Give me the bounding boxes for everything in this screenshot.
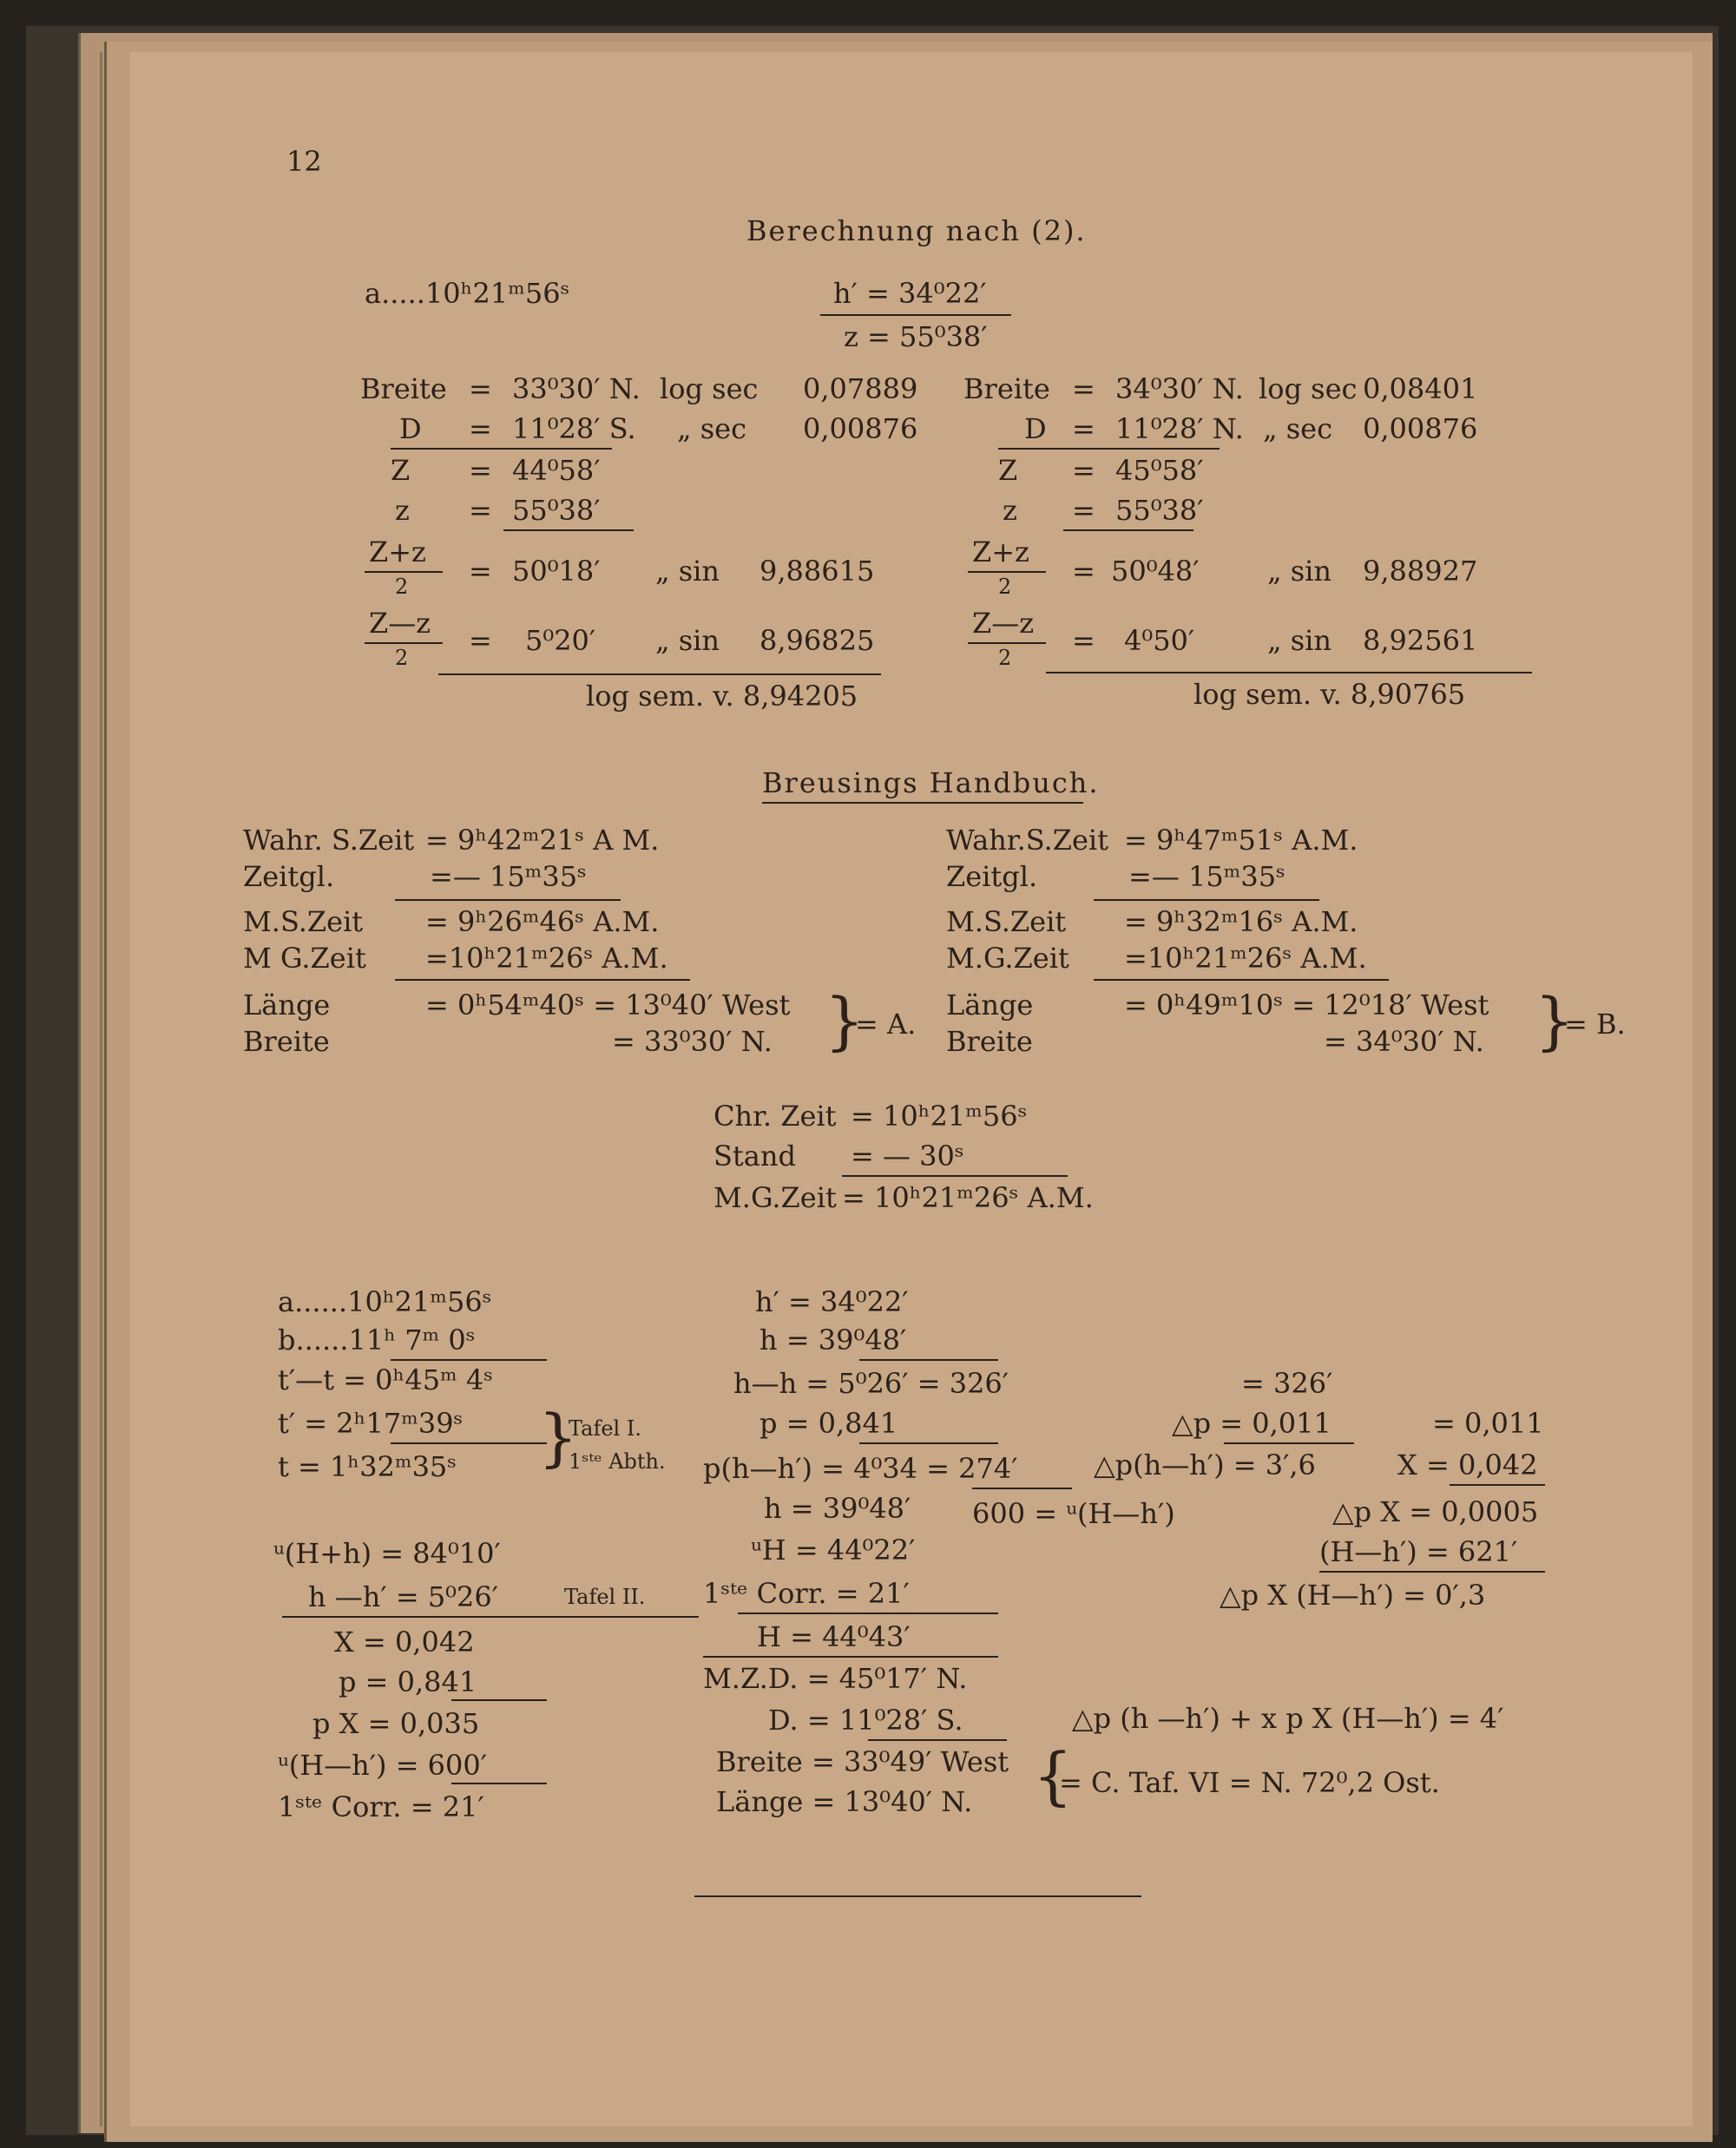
final-col3-line: X = 0,042: [1397, 1448, 1538, 1481]
end-rule: [694, 1895, 1141, 1897]
page-number: 12: [286, 145, 322, 178]
tafel-2: Tafel II.: [564, 1585, 646, 1609]
breusing-left-tag: = A.: [855, 1008, 917, 1041]
calc-right-num: 8,92561: [1363, 624, 1478, 657]
final-col1-line: h —h′ = 5⁰26′: [308, 1580, 498, 1613]
rule: [1450, 1484, 1545, 1486]
rule: [820, 314, 1011, 316]
breusing-right-label: M.G.Zeit: [946, 942, 1069, 975]
final-col2-line: ᵘH = 44⁰22′: [751, 1534, 916, 1567]
final-col1-line: a......10ʰ21ᵐ56ˢ: [278, 1285, 492, 1318]
calc-left-value: 44⁰58′: [512, 454, 601, 487]
brace: }: [1535, 984, 1575, 1057]
breusing-right-label: Zeitgl.: [946, 860, 1038, 893]
breusing-right-label: Breite: [946, 1025, 1033, 1058]
breusing-right-value: = 34⁰30′ N.: [1324, 1025, 1484, 1058]
calc-left-label: Z—z: [369, 607, 431, 640]
breusing-right-tag: = B.: [1564, 1008, 1626, 1041]
calc-right-den: 2: [998, 575, 1012, 599]
calc-right-num: 0,08401: [1363, 372, 1478, 405]
tafel-1-abth: 1ˢᵗᵉ Abth.: [569, 1449, 666, 1474]
rule: [868, 1739, 1007, 1741]
final-col2-line: D. = 11⁰28′ S.: [768, 1704, 963, 1737]
calc-left-num: 0,07889: [803, 372, 918, 405]
breusing-right-label: Länge: [946, 989, 1034, 1021]
calc-left-fn: „ sin: [655, 624, 720, 657]
calc-left-value: 11⁰28′ S.: [512, 412, 636, 445]
calc-right-fn: log sec: [1259, 372, 1358, 405]
rule: [391, 1359, 547, 1361]
chron-label: Stand: [713, 1140, 796, 1173]
calc-left-fn: log sec: [660, 372, 759, 405]
calc-left-label: z: [395, 494, 410, 527]
breusing-left-label: M G.Zeit: [243, 942, 366, 975]
final-col2-line: h = 39⁰48′: [764, 1492, 911, 1525]
calc-right-eq: =: [1072, 412, 1095, 445]
breusing-left-value: = 33⁰30′ N.: [612, 1025, 773, 1058]
final-col1-line: b......11ʰ 7ᵐ 0ˢ: [278, 1324, 476, 1356]
rule: [395, 899, 621, 901]
h-prime: h′ = 34⁰22′: [833, 277, 987, 310]
calc-right-eq: =: [1072, 454, 1095, 487]
breusing-right-value: =10ʰ21ᵐ26ˢ A.M.: [1124, 942, 1367, 975]
calc-left-eq: =: [469, 624, 492, 657]
final-col3-line: △p (h —h′) + x p X (H—h′) = 4′: [1072, 1702, 1504, 1735]
calc-right-eq: =: [1072, 624, 1095, 657]
calc-right-value: 45⁰58′: [1115, 454, 1204, 487]
calc-right-label: z: [1003, 494, 1017, 527]
final-col3-line: △p X (H—h′) = 0′,3: [1220, 1579, 1486, 1612]
calc-left-label: Z+z: [369, 535, 426, 568]
final-col1-line: ᵘ(H—h′) = 600′: [278, 1749, 488, 1782]
calc-right-result: log sem. v. 8,90765: [1194, 678, 1466, 711]
rule: [1094, 979, 1389, 981]
breusing-left-value: = 0ʰ54ᵐ40ˢ = 13⁰40′ West: [425, 989, 791, 1021]
final-col2-line: h = 39⁰48′: [760, 1324, 907, 1356]
calc-left-eq: =: [469, 454, 492, 487]
chron-value: = 10ʰ21ᵐ26ˢ A.M.: [842, 1181, 1094, 1214]
final-col1-line: 1ˢᵗᵉ Corr. = 21′: [278, 1790, 484, 1823]
final-col3-line: △p = 0,011: [1172, 1407, 1332, 1440]
rule: [503, 529, 634, 531]
final-col1-line: X = 0,042: [334, 1626, 475, 1659]
rule: [438, 673, 881, 675]
final-col1-line: p X = 0,035: [312, 1707, 480, 1740]
tafel-1: Tafel I.: [569, 1416, 641, 1441]
breusing-heading: Breusings Handbuch.: [762, 766, 1100, 799]
final-col3-line: △p X = 0,0005: [1332, 1495, 1539, 1528]
final-col3-line: = 326′: [1241, 1367, 1333, 1400]
breusing-left-label: Zeitgl.: [243, 860, 335, 893]
calc-right-den: 2: [998, 646, 1012, 670]
breusing-left-value: = 9ʰ42ᵐ21ˢ A M.: [425, 824, 660, 857]
calc-right-value: 11⁰28′ N.: [1115, 412, 1244, 445]
calc-right-eq: =: [1072, 372, 1095, 405]
section-title: Berechnung nach (2).: [746, 214, 1087, 247]
breusing-left-value: =10ʰ21ᵐ26ˢ A.M.: [425, 942, 668, 975]
final-col2-line: p = 0,841: [760, 1407, 898, 1440]
calc-right-label: D: [1024, 412, 1047, 445]
breusing-left-value: =— 15ᵐ35ˢ: [430, 860, 587, 893]
calc-right-fn: „ sec: [1263, 412, 1333, 445]
calc-right-value: 34⁰30′ N.: [1115, 372, 1244, 405]
final-col2-line: 1ˢᵗᵉ Corr. = 21′: [703, 1577, 910, 1610]
breusing-left-label: Wahr. S.Zeit: [243, 824, 415, 857]
brace: {: [1033, 1739, 1073, 1812]
calc-right-eq: =: [1072, 555, 1095, 588]
rule: [703, 1656, 998, 1658]
heading-underline: [762, 802, 1083, 804]
rule: [391, 1442, 547, 1444]
breusing-left-label: Breite: [243, 1025, 330, 1058]
final-col1-line: ᵘ(H+h) = 84⁰10′: [273, 1537, 501, 1570]
calc-left-value: 55⁰38′: [512, 494, 601, 527]
calc-left-num: 8,96825: [760, 624, 875, 657]
final-col2-line: h—h = 5⁰26′ = 326′: [733, 1367, 1009, 1400]
calc-left-eq: =: [469, 494, 492, 527]
calc-right-num: 0,00876: [1363, 412, 1478, 445]
calc-right-value: 50⁰48′: [1111, 555, 1200, 588]
final-col3-line: (H—h′) = 621′: [1319, 1535, 1518, 1568]
rule: [1063, 529, 1194, 531]
breusing-right-label: M.S.Zeit: [946, 905, 1067, 938]
calc-left-label: Z: [391, 454, 411, 487]
rule: [282, 1616, 699, 1618]
calc-left-label: Breite: [360, 372, 447, 405]
calc-left-num: 9,88615: [760, 555, 875, 588]
a-time: a.....10ʰ21ᵐ56ˢ: [365, 277, 570, 310]
breusing-left-value: = 9ʰ26ᵐ46ˢ A.M.: [425, 905, 660, 938]
final-col2-line: Breite = 33⁰49′ West: [716, 1745, 1009, 1778]
chron-label: M.G.Zeit: [713, 1181, 837, 1214]
calc-right-label: Z: [998, 454, 1018, 487]
calc-right-fn: „ sin: [1267, 555, 1332, 588]
brace: }: [538, 1401, 578, 1474]
calc-right-eq: =: [1072, 494, 1095, 527]
final-col2-extra: 600 = ᵘ(H—h′): [972, 1497, 1175, 1530]
calc-left-den: 2: [395, 646, 409, 670]
fraction-bar: [365, 642, 443, 644]
calc-right-value: 4⁰50′: [1124, 624, 1195, 657]
calc-right-num: 9,88927: [1363, 555, 1478, 588]
fraction-bar: [365, 571, 443, 573]
final-col2-line: h′ = 34⁰22′: [755, 1285, 909, 1318]
rule: [1319, 1571, 1545, 1573]
calc-left-eq: =: [469, 555, 492, 588]
final-col1-line: t′—t = 0ʰ45ᵐ 4ˢ: [278, 1363, 493, 1396]
rule: [998, 448, 1220, 450]
final-col1-line: t′ = 2ʰ17ᵐ39ˢ: [278, 1407, 464, 1440]
calc-left-eq: =: [469, 372, 492, 405]
calc-left-value: 50⁰18′: [512, 555, 601, 588]
rule: [842, 1175, 1068, 1177]
calc-right-label: Breite: [963, 372, 1050, 405]
breusing-right-value: = 9ʰ47ᵐ51ˢ A.M.: [1124, 824, 1358, 857]
calc-left-den: 2: [395, 575, 409, 599]
rule: [1094, 899, 1319, 901]
breusing-right-value: = 0ʰ49ᵐ10ˢ = 12⁰18′ West: [1124, 989, 1489, 1021]
final-col2-line: Länge = 13⁰40′ N.: [716, 1785, 973, 1818]
calc-left-fn: „ sin: [655, 555, 720, 588]
rule: [1046, 672, 1532, 673]
chron-value: = 10ʰ21ᵐ56ˢ: [851, 1100, 1028, 1133]
rule: [859, 1442, 998, 1444]
chron-value: = — 30ˢ: [851, 1140, 964, 1173]
book-page: [130, 52, 1693, 2126]
final-col2-line: H = 44⁰43′: [757, 1620, 911, 1653]
calc-right-value: 55⁰38′: [1115, 494, 1204, 527]
breusing-right-value: = 9ʰ32ᵐ16ˢ A.M.: [1124, 905, 1358, 938]
rule: [1224, 1442, 1354, 1444]
final-col1-line: p = 0,841: [339, 1665, 477, 1698]
rule: [738, 1613, 998, 1614]
breusing-left-label: Länge: [243, 989, 331, 1021]
final-col2-line: p(h—h′) = 4⁰34 = 274′: [703, 1452, 1018, 1485]
chron-label: Chr. Zeit: [713, 1100, 837, 1133]
breusing-left-label: M.S.Zeit: [243, 905, 364, 938]
calc-right-label: Z+z: [972, 535, 1029, 568]
fraction-bar: [968, 571, 1046, 573]
fraction-bar: [968, 642, 1046, 644]
final-col1-line: t = 1ʰ32ᵐ35ˢ: [278, 1450, 457, 1483]
calc-left-value: 33⁰30′ N.: [512, 372, 641, 405]
rule: [972, 1488, 1072, 1489]
calc-right-fn: „ sin: [1267, 624, 1332, 657]
breusing-right-label: Wahr.S.Zeit: [946, 824, 1108, 857]
calc-left-eq: =: [469, 412, 492, 445]
final-col2-line: M.Z.D. = 45⁰17′ N.: [703, 1662, 968, 1695]
calc-right-label: Z—z: [972, 607, 1035, 640]
rule: [859, 1359, 998, 1361]
z-value: z = 55⁰38′: [844, 320, 988, 353]
calc-left-label: D: [399, 412, 422, 445]
final-col3-line: △p(h—h′) = 3′,6: [1094, 1448, 1316, 1481]
tag-c: = C. Taf. VI = N. 72⁰,2 Ost.: [1059, 1766, 1440, 1799]
calc-left-result: log sem. v. 8,94205: [586, 680, 858, 713]
rule: [451, 1699, 547, 1701]
calc-left-fn: „ sec: [677, 412, 747, 445]
breusing-right-value: =— 15ᵐ35ˢ: [1128, 860, 1286, 893]
final-col3-line: = 0,011: [1432, 1407, 1544, 1440]
calc-left-num: 0,00876: [803, 412, 918, 445]
page-edge-line: [100, 52, 102, 2126]
rule: [391, 448, 612, 450]
rule: [395, 979, 690, 981]
brace: }: [825, 984, 865, 1057]
calc-left-value: 5⁰20′: [525, 624, 596, 657]
rule: [451, 1783, 547, 1784]
